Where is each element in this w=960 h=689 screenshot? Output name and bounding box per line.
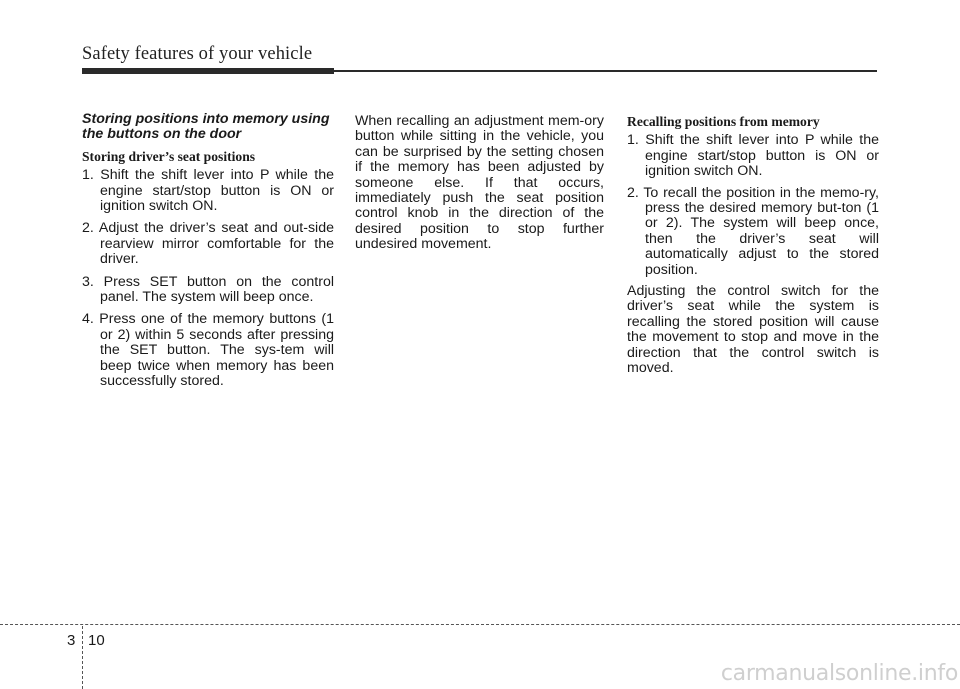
storing-step: 2. Adjust the driver’s seat and out-side rearview mirror comfortable for the driver. — [82, 220, 334, 268]
footer-dashed-rule — [0, 624, 960, 625]
recalling-steps-list — [627, 133, 879, 278]
caution-paragraph: When recalling an adjustment mem-ory button while sitting in the vehicle, you can be surprised by the setting chosen if the memory has been adjusted by someone else. If that occurs, immediately push the seat position control knob in the direction of the desired position to stop further undesired movement. — [355, 113, 604, 253]
column-storing — [82, 112, 334, 397]
header-rule-thick — [82, 68, 334, 74]
column-caution — [355, 114, 604, 253]
subheading-recalling: Recalling positions from memory — [627, 114, 820, 129]
header-rule-thin — [334, 70, 877, 72]
recalling-step: 2. To recall the position in the memo-ry, press the desired memory but-ton (1 or 2). The system will beep once, then the driver’s seat will automatically adjust to the stored position. — [627, 184, 879, 278]
storing-step: 4. Press one of the memory buttons (1 or 2) within 5 seconds after pressing the SET button. The sys-tem will beep twice when memory has been successfully stored. — [82, 311, 334, 390]
footer-vertical-dashed-rule — [82, 626, 83, 689]
page-number: 10 — [88, 632, 105, 649]
storing-step: 1. Shift the shift lever into P while the engine start/stop button is ON or ignition switch ON. — [82, 167, 334, 215]
storing-steps-list — [82, 168, 334, 389]
chapter-number: 3 — [67, 632, 76, 649]
recalling-step: 1. Shift the shift lever into P while the engine start/stop button is ON or ignition switch ON. — [627, 132, 879, 180]
storing-step: 3. Press SET button on the control panel. The system will beep once. — [82, 273, 334, 306]
column-recalling — [627, 114, 879, 377]
watermark-text: carmanualsonline.info — [720, 661, 958, 686]
section-heading-storing: Storing positions into memory using the buttons on the door — [82, 111, 330, 143]
recalling-note-paragraph: Adjusting the control switch for the driver’s seat while the system is recalling the stored position will cause the movement to stop and move in the direction that the control switch is moved. — [627, 283, 879, 377]
subheading-storing-driver-seat: Storing driver’s seat positions — [82, 148, 256, 164]
page-header-title: Safety features of your vehicle — [82, 44, 313, 64]
